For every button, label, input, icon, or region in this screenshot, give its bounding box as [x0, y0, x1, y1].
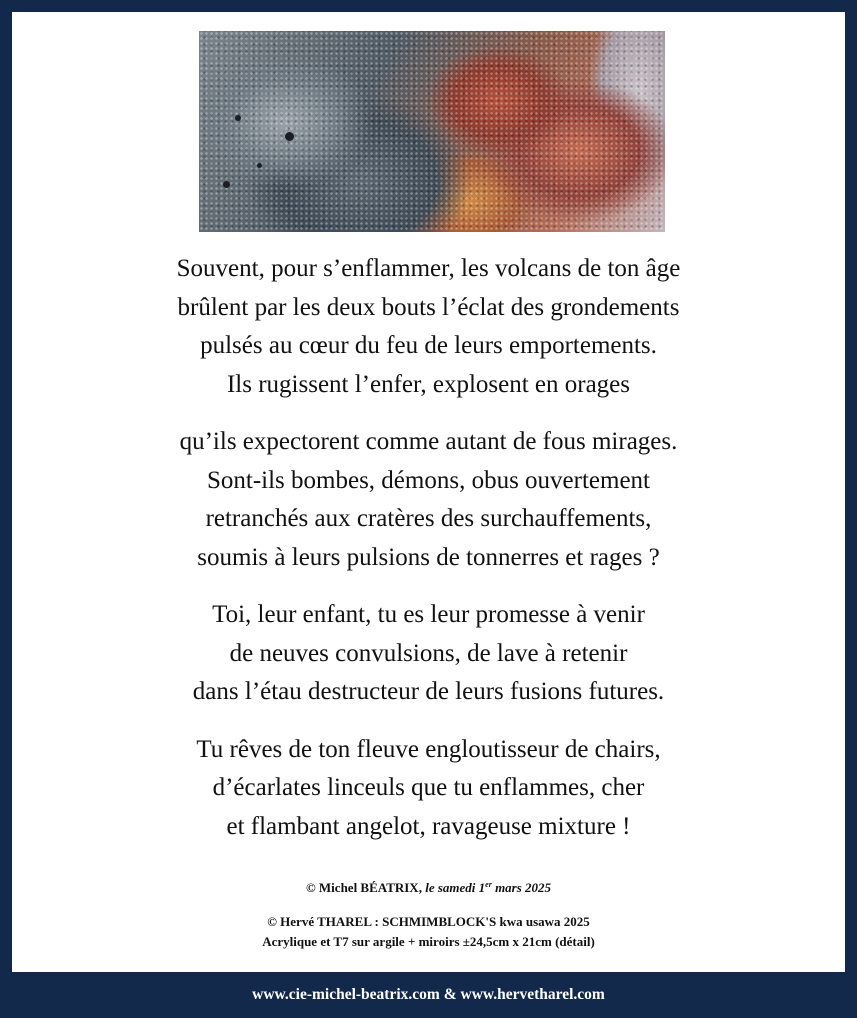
- artwork-mosaic-texture: [199, 31, 665, 232]
- artwork-hole: [235, 115, 241, 121]
- poem-stanza: [12, 423, 845, 577]
- poem-line: Toi, leur enfant, tu es leur promesse à venir: [212, 601, 645, 628]
- poem-date: le samedi 1er mars 2025: [425, 880, 552, 895]
- footer-separator: &: [443, 986, 457, 1003]
- poem-stanza: [12, 250, 845, 404]
- artwork-hole: [223, 181, 230, 188]
- author-name: © Michel BÉATRIX,: [305, 880, 422, 895]
- poem-line: et flambant angelot, ravageuse mixture !: [226, 812, 631, 840]
- author-website-link[interactable]: www.cie-michel-beatrix.com: [252, 986, 440, 1003]
- poem-line: retranchés aux cratères des surchauffements,: [205, 505, 652, 532]
- poem-stanza: [12, 596, 845, 712]
- artwork-image: [199, 31, 665, 232]
- artist-website-link[interactable]: www.hervetharel.com: [460, 986, 605, 1003]
- poem-stanza: [12, 731, 845, 847]
- author-credit: [12, 880, 845, 896]
- artist-credit: [12, 912, 845, 952]
- poem-line: Sont-ils bombes, démons, obus ouvertement: [206, 466, 651, 494]
- artwork-title: © Hervé THAREL : SCHMIMBLOCK'S kwa usawa 2025: [267, 914, 590, 929]
- poem-line: de neuves convulsions, de lave à retenir: [229, 639, 628, 667]
- artwork-medium: Acrylique et T7 sur argile + miroirs ±24,5cm x 21cm (détail): [262, 934, 595, 949]
- poem-line: Ils rugissent l’enfer, explosent en orages: [226, 370, 631, 398]
- poem-line: Tu rêves de ton fleuve engloutisseur de chairs,: [196, 735, 661, 763]
- poem: [12, 250, 845, 865]
- poem-line: Souvent, pour s’enflammer, les volcans de ton âge: [176, 255, 681, 282]
- poem-line: brûlent par les deux bouts l’éclat des grondements: [177, 293, 680, 321]
- artwork-hole: [285, 132, 294, 141]
- poem-line: dans l’étau destructeur de leurs fusions futures.: [192, 678, 665, 705]
- poem-line: d’écarlates linceuls que tu enflammes, cher: [212, 774, 645, 801]
- footer: [0, 972, 857, 1018]
- poem-line: soumis à leurs pulsions de tonnerres et rages ?: [197, 543, 660, 571]
- artwork-hole: [257, 163, 262, 168]
- poem-line: pulsés au cœur du feu de leurs emportements.: [200, 332, 657, 359]
- poem-line: qu’ils expectorent comme autant de fous mirages.: [179, 428, 678, 455]
- poem-card: [12, 12, 845, 972]
